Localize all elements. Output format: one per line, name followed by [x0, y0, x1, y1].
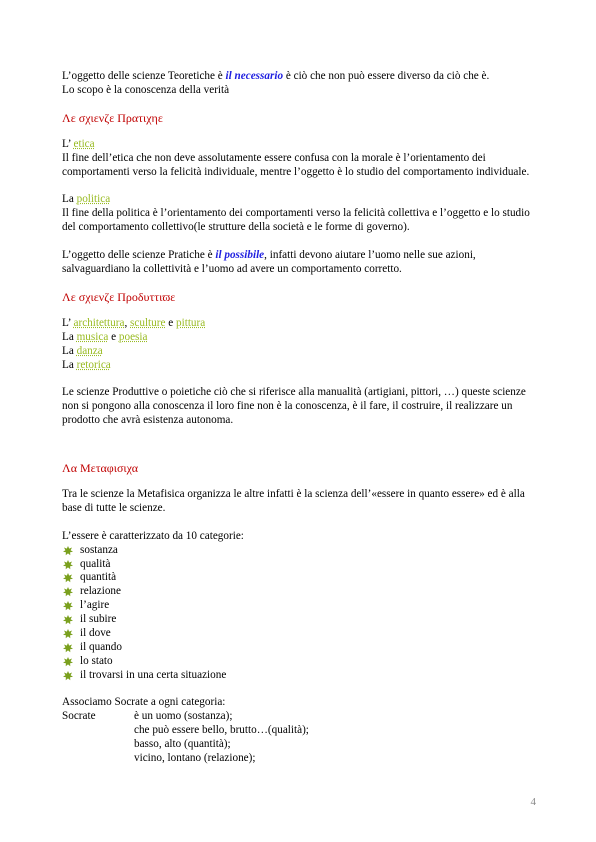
green-star-bullet-icon [63, 643, 73, 653]
arts-line-2 [62, 331, 536, 345]
link-sculture[interactable]: sculture [130, 316, 166, 329]
categorie-intro: L’essere è caratterizzato da 10 categorie: [62, 529, 244, 542]
socrate-line: vicino, lontano (relazione); [134, 752, 256, 765]
link-danza[interactable]: danza [76, 344, 103, 357]
list-item-label: relazione [80, 585, 121, 598]
list-item-label: quantità [80, 571, 117, 584]
list-item [62, 558, 536, 572]
list-item [62, 599, 536, 613]
prefix: La [62, 358, 77, 371]
pratiche-paragraph [62, 249, 536, 277]
arts-line-4 [62, 359, 536, 373]
conjunction: e [165, 316, 177, 329]
metafisica-paragraph: Tra le scienze la Metafisica organizza le altre infatti è la scienza dell’«essere in quanto essere» ed è alla base di tutte le scienze. [62, 488, 525, 514]
arts-line-3 [62, 345, 536, 359]
prefix: La [62, 193, 77, 206]
etica-line [62, 138, 536, 152]
link-politica[interactable]: politica [76, 193, 111, 206]
list-item-label: lo stato [80, 654, 113, 667]
green-star-bullet-icon [63, 573, 73, 583]
list-item-label: sostanza [80, 543, 118, 556]
intro-text: è ciò che non può essere diverso da ciò che è. [283, 70, 490, 82]
socrate-label: Socrate [62, 710, 96, 723]
section-heading-metafisica: Λα Μεταφισιχα [62, 461, 139, 476]
list-item-label: il quando [80, 640, 122, 653]
list-item [62, 585, 536, 599]
produttive-paragraph: Le scienze Produttive o poietiche ciò che si riferisce alla manualità (artigiani, pittori, …) queste scienze non si pongono alla conoscenza il loro fine non è la conoscenza, è il fare, il costruire, il realizzare un prodotto che avrà esistenza autonoma. [62, 386, 526, 427]
link-etica[interactable]: etica [73, 137, 95, 150]
list-item-label: il dove [80, 627, 111, 640]
list-item-label: il subire [80, 613, 117, 626]
categorie-list [62, 544, 536, 683]
list-item [62, 669, 536, 683]
socrate-row [62, 710, 536, 724]
prefix: L’ [62, 316, 74, 329]
list-item [62, 655, 536, 669]
pratiche-text: L’oggetto delle scienze Pratiche è [62, 249, 216, 262]
document-page [62, 70, 536, 766]
pratiche-text: , infatti devono aiutare l’uomo nelle sue azioni, salvaguardiano la collettività e l’uomo ad avere un comportamento corretto. [62, 249, 476, 275]
list-item-label: qualità [80, 557, 111, 570]
intro-paragraph-1 [62, 70, 536, 84]
prefix: La [62, 344, 77, 357]
link-pittura[interactable]: pittura [176, 316, 206, 329]
list-item [62, 627, 536, 641]
emphasis-possibile: il possibile [215, 249, 265, 262]
list-item-label: l’agire [80, 599, 110, 612]
green-star-bullet-icon [63, 546, 73, 556]
socrate-intro: Associamo Socrate a ogni categoria: [62, 696, 226, 709]
link-musica[interactable]: musica [76, 330, 109, 343]
green-star-bullet-icon [63, 587, 73, 597]
link-architettura[interactable]: architettura [73, 316, 125, 329]
green-star-bullet-icon [63, 629, 73, 639]
list-item-label: il trovarsi in una certa situazione [80, 668, 227, 681]
etica-paragraph: Il fine dell’etica che non deve assolutamente essere confusa con la morale è l’orientamento dei comportamenti verso la felicità individuale, mentre l’oggetto è lo studio del comportamento individuale. [62, 151, 530, 178]
conjunction: e [108, 330, 119, 343]
section-heading-pratiche: Λε σχιενζε Πρατιχηε [62, 110, 163, 125]
socrate-line: che può essere bello, brutto…(qualità); [134, 724, 309, 737]
prefix: La [62, 330, 77, 343]
green-star-bullet-icon [63, 657, 73, 667]
politica-paragraph: Il fine della politica è l’orientamento dei comportamenti verso la felicità collettiva e l’oggetto e lo studio del comportamento collettivo(le strutture della società e le forme di governo). [62, 207, 530, 234]
socrate-line: basso, alto (quantità); [134, 738, 231, 751]
green-star-bullet-icon [63, 560, 73, 570]
link-poesia[interactable]: poesia [118, 330, 148, 343]
list-item [62, 641, 536, 655]
green-star-bullet-icon [63, 601, 73, 611]
list-item [62, 544, 536, 558]
list-item [62, 571, 536, 585]
politica-line [62, 193, 536, 207]
link-retorica[interactable]: retorica [76, 358, 111, 371]
green-star-bullet-icon [63, 615, 73, 625]
intro-text: L’oggetto delle scienze Teoretiche è [62, 70, 226, 82]
page-number: 4 [530, 796, 536, 808]
green-star-bullet-icon [63, 671, 73, 681]
section-heading-produttive: Λε σχιενζε Προδυττιϖε [62, 289, 176, 304]
emphasis-necessario: il necessario [225, 70, 284, 82]
arts-line-1 [62, 317, 536, 331]
socrate-line: è un uomo (sostanza); [134, 710, 233, 723]
prefix: L’ [62, 137, 74, 150]
intro-paragraph-2: Lo scopo è la conoscenza della verità [62, 83, 230, 96]
comma: , [124, 316, 128, 329]
list-item [62, 613, 536, 627]
